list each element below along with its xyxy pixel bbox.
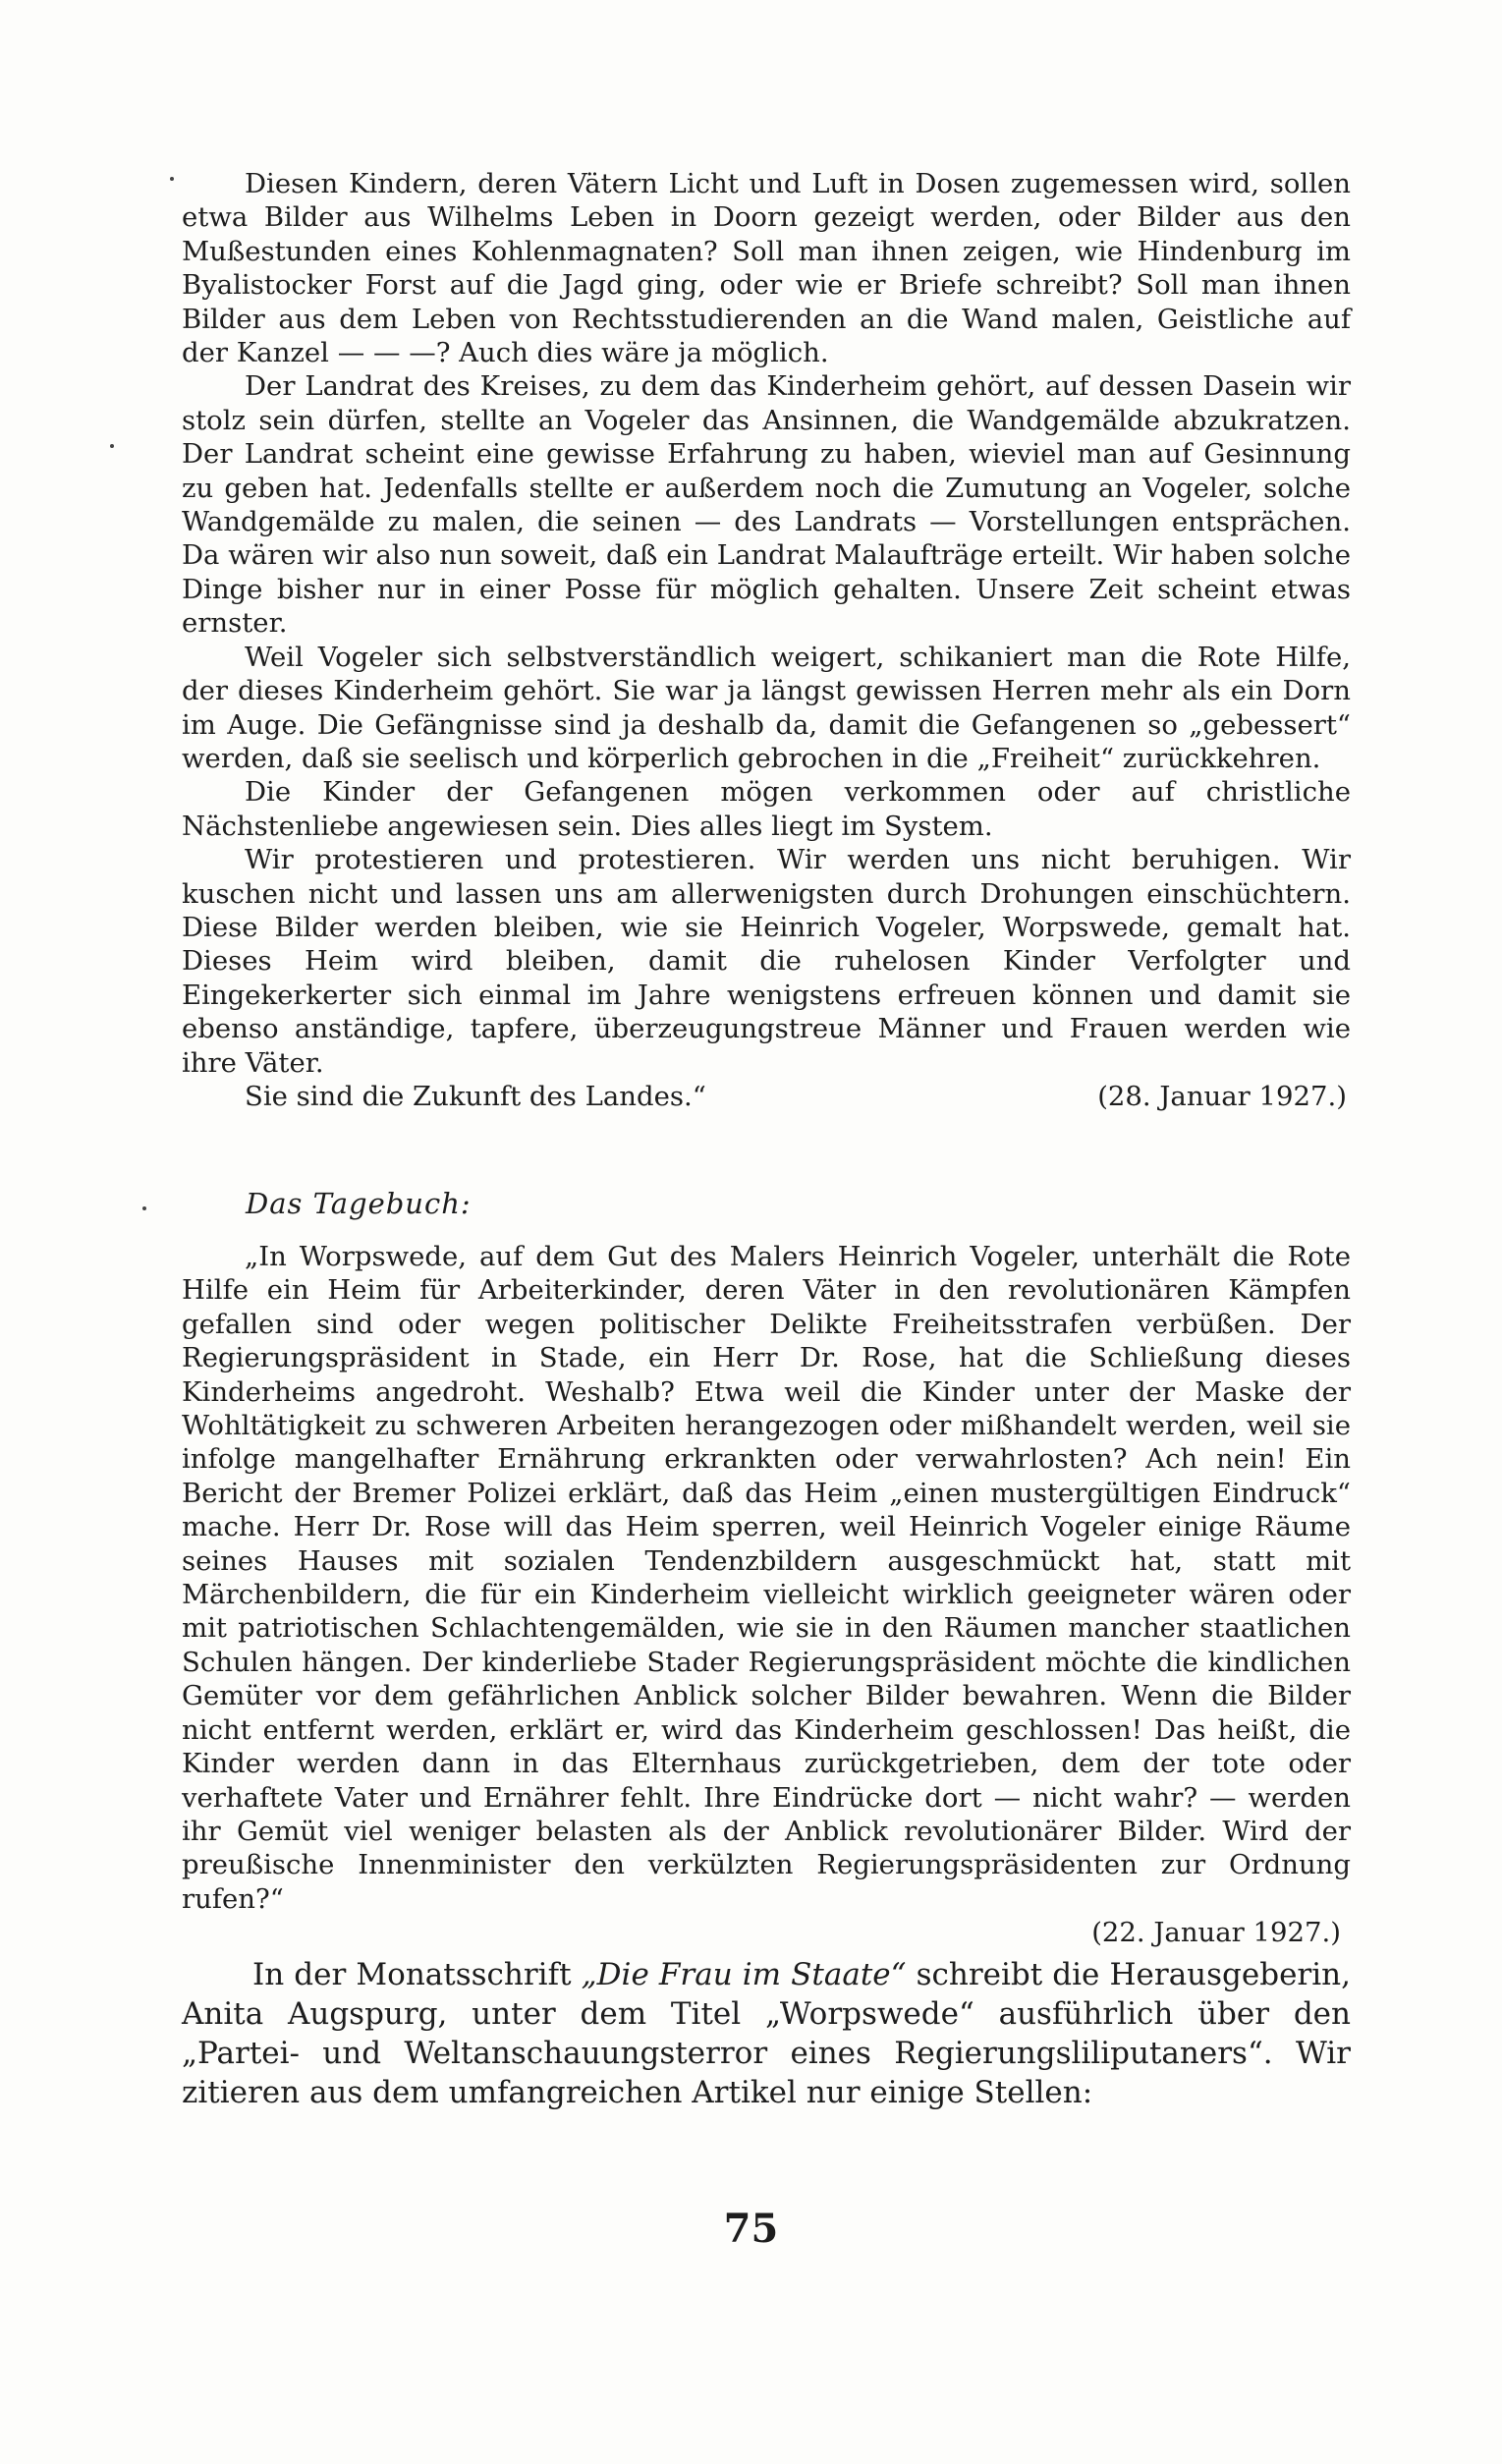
print-speck [170, 177, 174, 181]
tagebuch-text: „In Worpswede, auf dem Gut des Malers Heinrich Vogeler, unterhält die Rote Hilfe ein Heim für Arbeiterkinder, deren Väter in den revolutionären Kämpfen gefallen sind oder wegen politischer Delikte Freiheitsstrafen verbüßen. Der Regierungspräsident in Stade, ein Herr Dr. Rose, hat die Schließung dieses Kinderheims angedroht. Weshalb? Etwa weil die Kinder unter der Maske der Wohltätigkeit zu schweren Arbeiten herangezogen oder mißhandelt werden, weil sie infolge mangelhafter Ernährung erkrankten oder verwahrlosten? Ach nein! Ein Bericht der Bremer Polizei erklärt, daß das Heim „einen mustergültigen Eindruck“ mache. Herr Dr. Rose will das Heim sperren, weil Heinrich Vogeler einige Räume seines Hauses mit sozialen Tendenzbildern ausgeschmückt hat, statt mit Märchenbildern, die für ein Kinderheim vielleicht wirklich geeigneter wären oder mit patriotischen Schlachtengemälden, wie sie in den Räumen mancher staatlichen Schulen hängen. Der kinderliebe Stader Regierungspräsident möchte die kindlichen Gemüter vor dem gefährlichen Anblick solcher Bilder bewahren. Wenn die Bilder nicht entfernt werden, erklärt er, wird das Kinderheim geschlossen! Das heißt, die Kinder werden dann in das Elternhaus zurückgetrieben, dem der tote oder verhaftete Vater und Ernährer fehlt. Ihre Eindrücke dort — nicht wahr? — werden ihr Gemüt viel weniger belasten als der Anblick revolutionärer Bilder. Wird der preußische Innenminister den verkülzten Regierungspräsidenten zur Ordnung rufen?“ [182, 1241, 1351, 1915]
monatsschrift-intro: In der Monatsschrift [252, 1957, 582, 1992]
paragraph-protest: Wir protestieren und protestieren. Wir werden uns nicht beruhigen. Wir kuschen nicht und lassen uns am allerwenigsten durch Drohungen einschüchtern. Diese Bilder werden bleiben, wie sie Heinrich Vogeler, Worpswede, gemalt hat. Dieses Heim wird bleiben, damit die ruhelosen Kinder Verfolgter und Eingekerkerter sich einmal im Jahre wenigstens erfreuen können und damit sie ebenso anständige, tapfere, überzeugungstreue Männer und Frauen werden wie ihre Väter. [182, 844, 1351, 1079]
tagebuch-quote-block [182, 1240, 1351, 1950]
print-speck [110, 444, 114, 448]
paragraph-children-fathers: Diesen Kindern, deren Vätern Licht und Luft in Dosen zugemessen wird, sollen etwa Bilder aus Wilhelms Leben in Doorn gezeigt werden, oder Bilder aus den Mußestunden eines Kohlenmagnaten? Soll man ihnen zeigen, wie Hindenburg im Byalistocker Forst auf die Jagd ging, oder wie er Briefe schreibt? Soll man ihnen Bilder aus dem Leben von Rechtsstudierenden an die Wand malen, Geistliche auf der Kanzel — — —? Auch dies wäre ja möglich. [182, 168, 1351, 369]
paragraph-closing [182, 1080, 1351, 1113]
publication-title: „Die Frau im Staate“ [581, 1957, 907, 1992]
monatsschrift-rest: schreibt die Herausgeberin, Anita Augspurg, unter dem Titel „Worpswede“ ausführlich über den „Partei- und Weltanschauungsterror eines Regierungsliliputaners“. Wir zitieren aus dem umfangreichen Artikel nur einige Stellen: [182, 1957, 1351, 2110]
closing-text: Sie sind die Zukunft des Landes.“ [245, 1080, 706, 1112]
monatsschrift-paragraph-block [182, 1955, 1351, 2112]
paragraph-monatsschrift [182, 1955, 1351, 2112]
paragraph-rote-hilfe: Weil Vogeler sich selbstverständlich weigert, schikaniert man die Rote Hilfe, der dieses Kinderheim gehört. Sie war ja längst gewissen Herren mehr als ein Dorn im Auge. Die Gefängnisse sind ja deshalb da, damit die Gefangenen so „gebessert“ werden, daß sie seelisch und körperlich gebrochen in die „Freiheit“ zurückkehren. [182, 641, 1351, 774]
print-speck [142, 1206, 146, 1210]
closing-date: (28. Januar 1927.) [1097, 1080, 1347, 1112]
tagebuch-date: (22. Januar 1927.) [1091, 1917, 1341, 1949]
tagebuch-date-line [182, 1916, 1351, 1949]
page-number: 75 [723, 2206, 779, 2252]
paragraph-prisoners-children: Die Kinder der Gefangenen mögen verkommen oder auf christliche Nächstenliebe angewiesen sein. Dies alles liegt im System. [182, 776, 1351, 842]
source-heading-tagebuch: Das Tagebuch: [246, 1187, 472, 1220]
letter-quote-block [182, 167, 1351, 1113]
paragraph-tagebuch [182, 1240, 1351, 1916]
paragraph-landrat: Der Landrat des Kreises, zu dem das Kinderheim gehört, auf dessen Dasein wir stolz sein dürfen, stellte an Vogeler das Ansinnen, die Wandgemälde abzukratzen. Der Landrat scheint eine gewisse Erfahrung zu haben, wieviel man auf Gesinnung zu geben hat. Jedenfalls stellte er außerdem noch die Zumutung an Vogeler, solche Wandgemälde zu malen, die seinen — des Landrats — Vorstellungen entsprächen. Da wären wir also nun soweit, daß ein Landrat Malaufträge erteilt. Wir haben solche Dinge bisher nur in einer Posse für möglich gehalten. Unsere Zeit scheint etwas ernster. [182, 370, 1351, 640]
